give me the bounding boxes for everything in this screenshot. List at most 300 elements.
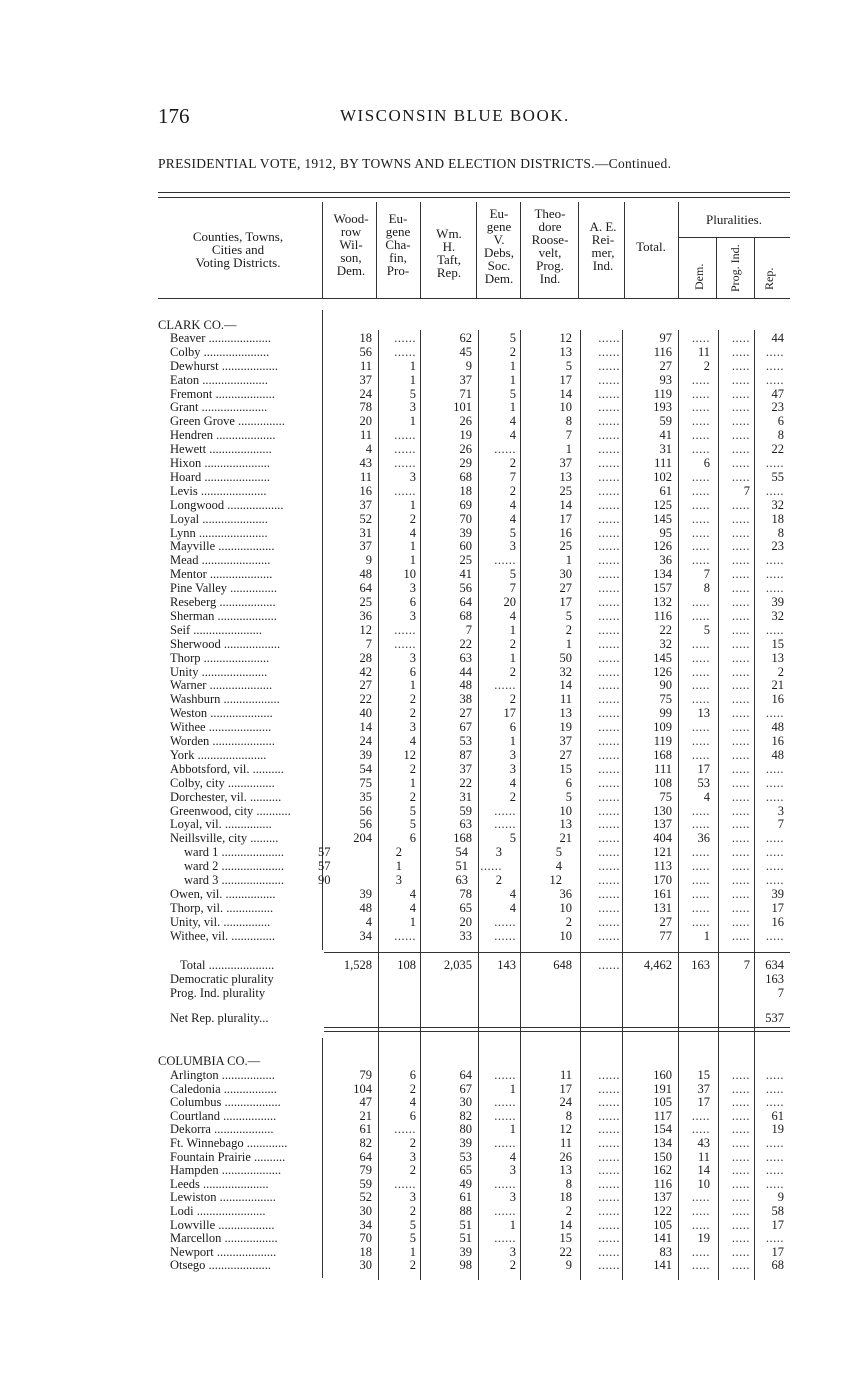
cell-prog-plurality: ..... (731, 345, 750, 359)
cell-total: 27 (659, 359, 672, 373)
prog-plurality-value: 7 (777, 986, 784, 1000)
cell-prog-plurality: ..... (731, 512, 750, 526)
cell-wilson: 22 (359, 692, 372, 706)
cell-debs: 4 (509, 776, 516, 790)
cell-roosevelt: 2 (565, 915, 572, 929)
cell-rep-plurality: ..... (765, 1163, 784, 1177)
cell-chafin: 4 (409, 734, 416, 748)
cell-debs: 2 (509, 484, 516, 498)
cell-chafin: 2 (409, 762, 416, 776)
cell-dem-plurality: ..... (691, 651, 710, 665)
header-debs-line: Soc. (487, 258, 511, 273)
cell-prog-plurality: ..... (731, 1177, 750, 1191)
cell-taft: 29 (459, 456, 472, 470)
cell-rep-plurality: ..... (765, 776, 784, 790)
cell-dem-plurality: 2 (703, 359, 710, 373)
cell-dem-plurality: 5 (703, 623, 710, 637)
cell-wilson: 7 (365, 637, 372, 651)
cell-taft: 53 (459, 734, 472, 748)
header-reimer (580, 220, 626, 272)
place-name: Hewett .................... (170, 442, 272, 456)
table-row (0, 859, 859, 873)
cell-dem-plurality: 36 (697, 831, 710, 845)
place-name: Withee .................... (170, 720, 272, 734)
cell-prog-plurality: ..... (731, 790, 750, 804)
table-row (0, 373, 859, 387)
cell-chafin: ...... (394, 442, 416, 456)
cell-chafin: 2 (409, 1258, 416, 1272)
cell-prog-plurality: ..... (731, 470, 750, 484)
cell-roosevelt: 15 (559, 1231, 572, 1245)
table-row (0, 498, 859, 512)
cell-dem-plurality: ..... (691, 915, 710, 929)
header-taft-line: H. (442, 239, 456, 254)
cell-dem-plurality: ..... (691, 859, 710, 873)
cell-roosevelt: 10 (559, 929, 572, 943)
cell-dem-plurality: ..... (691, 1204, 710, 1218)
cell-rep-plurality: ..... (765, 1082, 784, 1096)
cell-prog-plurality: ..... (731, 581, 750, 595)
cell-wilson: 37 (359, 539, 372, 553)
cell-prog-plurality: ..... (731, 373, 750, 387)
cell-wilson: 70 (359, 1231, 372, 1245)
cell-debs: 2 (509, 456, 516, 470)
cell-taft: 18 (459, 484, 472, 498)
cell-roosevelt: 14 (559, 498, 572, 512)
header-wilson-line: row (340, 224, 362, 239)
cell-roosevelt: 25 (559, 539, 572, 553)
cell-taft: 51 (459, 1231, 472, 1245)
cell-chafin: 2 (409, 1204, 416, 1218)
cell-total: 111 (654, 762, 672, 776)
cell-debs: 3 (509, 762, 516, 776)
cell-debs: 3 (509, 539, 516, 553)
table-row (0, 1082, 859, 1096)
cell-prog-plurality: ..... (731, 595, 750, 609)
cell-wilson: 64 (359, 1150, 372, 1164)
cell-chafin: ...... (394, 929, 416, 943)
cell-chafin: 6 (409, 1068, 416, 1082)
cell-taft: 37 (459, 762, 472, 776)
cell-prog-plurality: ..... (731, 1150, 750, 1164)
cell-reimer: ...... (598, 804, 620, 818)
cell-roosevelt: 14 (559, 387, 572, 401)
cell-taft: 22 (459, 637, 472, 651)
place-name: Greenwood, city ........... (170, 804, 291, 818)
cell-dem-plurality: ..... (691, 873, 710, 887)
cell-roosevelt: 19 (559, 720, 572, 734)
total-rule (324, 1031, 790, 1032)
cell-taft: 67 (459, 720, 472, 734)
header-taft-line: Taft, (437, 252, 461, 267)
place-name: Fremont ................... (170, 387, 275, 401)
header-debs-line: Dem. (484, 271, 514, 286)
cell-debs: 1 (509, 1122, 516, 1136)
cell-prog-plurality: ..... (731, 651, 750, 665)
cell-dem-plurality: ..... (691, 887, 710, 901)
cell-chafin: 4 (409, 901, 416, 915)
header-chafin-line: Pro- (386, 263, 410, 278)
cell-roosevelt: 10 (559, 901, 572, 915)
cell-roosevelt: 13 (559, 817, 572, 831)
cell-wilson: 20 (359, 414, 372, 428)
cell-chafin: ...... (394, 637, 416, 651)
cell-taft: 60 (459, 539, 472, 553)
cell-wilson: 204 (353, 831, 372, 845)
table-row (0, 678, 859, 692)
cell-rep-plurality: 55 (771, 470, 784, 484)
cell-dem-plurality: ..... (691, 498, 710, 512)
table-row (0, 595, 859, 609)
cell-dem-plurality: ..... (691, 748, 710, 762)
cell-reimer: ...... (598, 345, 620, 359)
cell-chafin: 3 (409, 720, 416, 734)
place-name: Ft. Winnebago ............. (170, 1136, 288, 1150)
cell-prog-plurality: ..... (731, 1163, 750, 1177)
cell-total: 41 (659, 428, 672, 442)
cell-prog-plurality: ..... (731, 776, 750, 790)
table-row (0, 637, 859, 651)
place-name: Eaton ..................... (170, 373, 268, 387)
header-bottom-rule (158, 298, 790, 299)
cell-wilson: 12 (359, 623, 372, 637)
cell-chafin: 10 (403, 567, 416, 581)
cell-reimer: ...... (598, 859, 620, 873)
cell-chafin: 1 (409, 776, 416, 790)
cell-taft: 54 (455, 845, 468, 859)
cell-reimer: ...... (598, 776, 620, 790)
place-name: Thorp ..................... (170, 651, 270, 665)
cell-dem-plurality: ..... (691, 1245, 710, 1259)
cell-debs: 3 (495, 845, 502, 859)
cell-total: 122 (653, 1204, 672, 1218)
cell-chafin: 1 (409, 1245, 416, 1259)
place-name: Dekorra ................... (170, 1122, 274, 1136)
cell-taft: 49 (459, 1177, 472, 1191)
cell-roosevelt: 13 (559, 1163, 572, 1177)
cell-prog-plurality: ..... (731, 1204, 750, 1218)
cell-chafin: 4 (409, 1095, 416, 1109)
cell-wilson: 30 (359, 1258, 372, 1272)
cell-wilson: 11 (359, 470, 372, 484)
cell-roosevelt: 37 (559, 456, 572, 470)
cell-roosevelt: 16 (559, 526, 572, 540)
place-name: Newport ................... (170, 1245, 277, 1259)
county-heading-clark: CLARK CO.— (158, 318, 237, 332)
cell-rep-plurality: 61 (771, 1109, 784, 1123)
cell-roosevelt: 5 (565, 790, 572, 804)
table-row (0, 1245, 859, 1259)
cell-reimer: ...... (598, 692, 620, 706)
cell-total: 105 (653, 1095, 672, 1109)
prog-plurality-label-row (0, 986, 859, 1000)
total-rule (324, 952, 790, 953)
cell-prog-plurality: ..... (731, 567, 750, 581)
cell-dem-plurality: ..... (691, 1109, 710, 1123)
cell-wilson: 14 (359, 720, 372, 734)
cell-wilson: 43 (359, 456, 372, 470)
cell-rep-plurality: 48 (771, 720, 784, 734)
place-name: Caledonia ................. (170, 1082, 277, 1096)
cell-dem-plurality: ..... (691, 512, 710, 526)
cell-rep-plurality: 18 (771, 512, 784, 526)
cell-reimer: ...... (598, 456, 620, 470)
cell-rep-plurality: 8 (777, 526, 784, 540)
cell-dem-plurality: 53 (697, 776, 710, 790)
cell-roosevelt: 27 (559, 748, 572, 762)
cell-reimer: ...... (598, 1190, 620, 1204)
cell-taft: 38 (459, 692, 472, 706)
cell-dem-plurality: 10 (697, 1177, 710, 1191)
cell-reimer: ...... (598, 1082, 620, 1096)
cell-rep-plurality: ..... (765, 456, 784, 470)
cell-reimer: ...... (598, 1068, 620, 1082)
cell-dem-plurality: 13 (697, 706, 710, 720)
table-row (0, 526, 859, 540)
header-chafin-line: Cha- (385, 237, 411, 252)
header-place-line: Counties, Towns, (192, 229, 284, 244)
header-pluralities: Pluralities. (706, 212, 762, 227)
cell-reimer: ...... (598, 651, 620, 665)
table-row (0, 651, 859, 665)
place-name: Hixon ..................... (170, 456, 270, 470)
cell-total: 95 (659, 526, 672, 540)
cell-taft: 87 (459, 748, 472, 762)
header-wilson-line: Dem. (336, 263, 366, 278)
cell-prog-plurality: ..... (731, 442, 750, 456)
cell-debs: 2 (509, 1258, 516, 1272)
cell-taft: 27 (459, 706, 472, 720)
cell-reimer: ...... (598, 498, 620, 512)
cell-total: 168 (653, 748, 672, 762)
cell-taft: 37 (459, 373, 472, 387)
county-heading-clark-row (0, 318, 859, 332)
cell-total: 145 (653, 512, 672, 526)
cell-taft: 48 (459, 678, 472, 692)
cell-debs: 4 (509, 498, 516, 512)
cell-taft: 53 (459, 1150, 472, 1164)
total-row (0, 958, 859, 972)
place-name: Worden .................... (170, 734, 275, 748)
cell-reimer: ...... (598, 539, 620, 553)
place-name: Marcellon ................. (170, 1231, 278, 1245)
table-row (0, 734, 859, 748)
cell-taft: 68 (459, 609, 472, 623)
cell-wilson: 64 (359, 581, 372, 595)
cell-chafin: ...... (394, 331, 416, 345)
header-wilson (326, 212, 376, 277)
cell-prog-plurality: ..... (731, 414, 750, 428)
place-name: Abbotsford, vil. .......... (170, 762, 284, 776)
cell-roosevelt: 13 (559, 706, 572, 720)
cell-prog-plurality: ..... (731, 804, 750, 818)
cell-chafin: 5 (409, 817, 416, 831)
place-name: Sherwood .................. (170, 637, 281, 651)
cell-reimer: ...... (598, 1231, 620, 1245)
cell-prog-plurality: ..... (731, 359, 750, 373)
column-rule (678, 202, 679, 298)
cell-reimer: ...... (598, 387, 620, 401)
cell-debs: ...... (494, 442, 516, 456)
plur-sub-rule (678, 237, 790, 238)
cell-taft: 20 (459, 915, 472, 929)
cell-total: 75 (659, 790, 672, 804)
cell-dem-plurality: 19 (697, 1231, 710, 1245)
cell-chafin: ...... (394, 623, 416, 637)
header-debs-line: V. (493, 232, 505, 247)
cell-total: 161 (653, 887, 672, 901)
cell-chafin: 2 (409, 512, 416, 526)
cell-total: 4,462 (643, 958, 672, 972)
cell-dem-plurality: 11 (697, 1150, 710, 1164)
cell-reimer: ...... (598, 901, 620, 915)
cell-total: 108 (653, 776, 672, 790)
header-plur-prog: Prog. Ind. (728, 244, 742, 292)
cell-wilson: 37 (359, 373, 372, 387)
cell-taft: 2,035 (443, 958, 472, 972)
place-name: Mead ...................... (170, 553, 271, 567)
cell-taft: 88 (459, 1204, 472, 1218)
cell-roosevelt: 11 (559, 1136, 572, 1150)
cell-prog-plurality: ..... (731, 1218, 750, 1232)
place-name: Otsego .................... (170, 1258, 272, 1272)
place-name: Hendren ................... (170, 428, 276, 442)
cell-rep-plurality: ..... (765, 831, 784, 845)
cell-chafin: 108 (397, 958, 416, 972)
cell-rep-plurality: 47 (771, 387, 784, 401)
cell-wilson: 4 (365, 442, 372, 456)
cell-debs: 4 (509, 901, 516, 915)
place-name: Washburn .................. (170, 692, 280, 706)
cell-reimer: ...... (598, 1095, 620, 1109)
cell-roosevelt: 10 (559, 804, 572, 818)
cell-chafin: 2 (409, 1082, 416, 1096)
cell-dem-plurality: 7 (703, 567, 710, 581)
cell-debs: 5 (509, 831, 516, 845)
table-row (0, 1258, 859, 1272)
column-rule (716, 237, 717, 298)
cell-debs: ...... (494, 678, 516, 692)
cell-wilson: 90 (318, 873, 331, 887)
cell-wilson: 57 (318, 859, 331, 873)
county-heading-columbia-row (0, 1054, 859, 1068)
cell-roosevelt: 648 (553, 958, 572, 972)
cell-rep-plurality: ..... (765, 623, 784, 637)
cell-chafin: 3 (409, 470, 416, 484)
cell-chafin: 1 (409, 539, 416, 553)
page-subtitle: PRESIDENTIAL VOTE, 1912, BY TOWNS AND ELECTION DISTRICTS.—Continued. (158, 156, 672, 171)
cell-dem-plurality: ..... (691, 373, 710, 387)
place-name: Lewiston .................. (170, 1190, 276, 1204)
table-row (0, 845, 859, 859)
place-name: Mentor .................... (170, 567, 273, 581)
cell-reimer: ...... (598, 414, 620, 428)
cell-debs: 5 (509, 331, 516, 345)
cell-reimer: ...... (598, 734, 620, 748)
place-name: Total ..................... (180, 958, 275, 972)
cell-wilson: 18 (359, 331, 372, 345)
cell-reimer: ...... (598, 915, 620, 929)
cell-debs: 5 (509, 526, 516, 540)
cell-prog-plurality: ..... (731, 929, 750, 943)
cell-taft: 64 (459, 1068, 472, 1082)
cell-roosevelt: 6 (565, 776, 572, 790)
cell-prog-plurality: ..... (731, 1190, 750, 1204)
cell-rep-plurality: 23 (771, 539, 784, 553)
cell-total: 117 (653, 1109, 672, 1123)
table-row (0, 331, 859, 345)
cell-roosevelt: 7 (565, 428, 572, 442)
cell-reimer: ...... (598, 512, 620, 526)
cell-total: 22 (659, 623, 672, 637)
cell-dem-plurality: ..... (691, 331, 710, 345)
cell-total: 93 (659, 373, 672, 387)
place-name: Lowville .................. (170, 1218, 275, 1232)
cell-debs: 3 (509, 1245, 516, 1259)
header-reimer-line: mer, (591, 245, 615, 260)
cell-reimer: ...... (598, 1258, 620, 1272)
cell-reimer: ...... (598, 428, 620, 442)
header-plur-dem: Dem. (692, 263, 706, 290)
cell-rep-plurality: 39 (771, 887, 784, 901)
cell-dem-plurality: ..... (691, 484, 710, 498)
cell-total: 154 (653, 1122, 672, 1136)
cell-reimer: ...... (598, 373, 620, 387)
cell-debs: ...... (494, 1204, 516, 1218)
cell-wilson: 18 (359, 1245, 372, 1259)
cell-reimer: ...... (598, 1218, 620, 1232)
cell-debs: 1 (509, 651, 516, 665)
cell-roosevelt: 5 (565, 609, 572, 623)
cell-dem-plurality: ..... (691, 428, 710, 442)
table-row (0, 623, 859, 637)
cell-debs: ...... (494, 1095, 516, 1109)
cell-chafin: 1 (409, 373, 416, 387)
cell-taft: 69 (459, 498, 472, 512)
cell-prog-plurality: ..... (731, 553, 750, 567)
cell-reimer: ...... (598, 609, 620, 623)
cell-total: 105 (653, 1218, 672, 1232)
cell-debs: 6 (509, 720, 516, 734)
table-row (0, 706, 859, 720)
cell-roosevelt: 8 (565, 1109, 572, 1123)
cell-prog-plurality: ..... (731, 873, 750, 887)
cell-chafin: 1 (409, 414, 416, 428)
cell-total: 132 (653, 595, 672, 609)
cell-total: 77 (659, 929, 672, 943)
column-rule (624, 202, 625, 298)
table-row (0, 804, 859, 818)
cell-reimer: ...... (598, 1163, 620, 1177)
table-row (0, 1109, 859, 1123)
cell-chafin: 6 (409, 595, 416, 609)
header-taft-line: Wm. (436, 226, 462, 241)
cell-rep-plurality: ..... (765, 345, 784, 359)
cell-roosevelt: 4 (555, 859, 562, 873)
cell-chafin: 2 (409, 692, 416, 706)
place-name: Courtland ................. (170, 1109, 277, 1123)
cell-rep-plurality: 7 (777, 817, 784, 831)
cell-prog-plurality: ..... (731, 623, 750, 637)
table-row (0, 692, 859, 706)
cell-rep-plurality: 13 (771, 651, 784, 665)
cell-wilson: 25 (359, 595, 372, 609)
cell-dem-plurality: 4 (703, 790, 710, 804)
cell-debs: 5 (509, 387, 516, 401)
county-heading-columbia: COLUMBIA CO.— (158, 1054, 261, 1068)
table-row (0, 1163, 859, 1177)
cell-roosevelt: 5 (565, 359, 572, 373)
